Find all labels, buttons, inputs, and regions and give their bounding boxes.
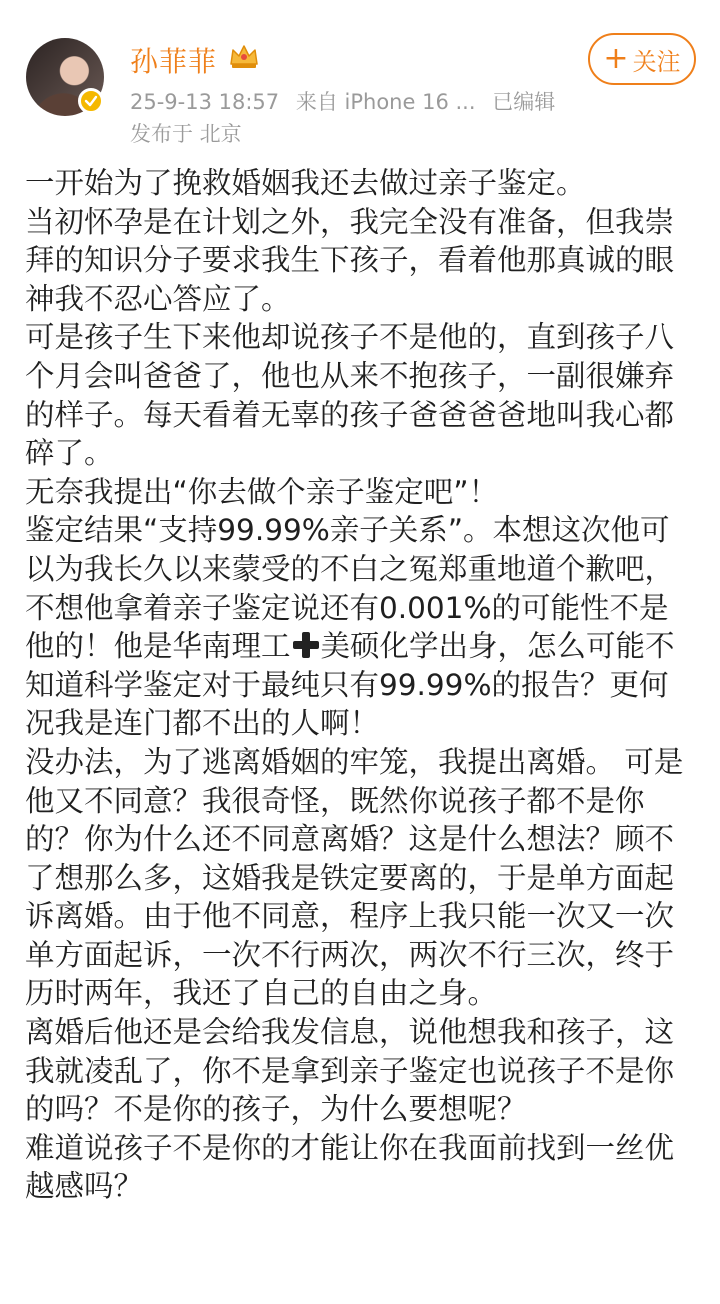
verified-badge-icon (78, 88, 104, 114)
paragraph-text: 鉴定结果“支持99.99%亲子关系”。本想这次他可以为我长久以来蒙受的不白之冤郑重地道个歉吧，不想他拿着亲子鉴定说还有0.001%的可能性不是他的！他是华南理工 (25, 513, 675, 664)
post-header (0, 0, 720, 160)
paragraph: 当初怀孕是在计划之外，我完全没有准备，但我崇拜的知识分子要求我生下孩子，看着他那真诚的眼神我不忍心答应了。 (25, 204, 675, 316)
location: 发布于 北京 (130, 122, 242, 146)
follow-button[interactable] (588, 33, 696, 85)
paragraph: 可是孩子生下来他却说孩子不是他的，直到孩子八个月会叫爸爸了，他也从来不抱孩子，一副很嫌弃的样子。每天看着无辜的孩子爸爸爸爸地叫我心都碎了。 (25, 320, 675, 471)
paragraph: 没办法，为了逃离婚姻的牢笼，我提出离婚。 可是他又不同意？我很奇怪，既然你说孩子都不是你的？你为什么还不同意离婚？这是什么想法？顾不了想那么多，这婚我是铁定要离的，于是单方面起诉离婚。由于他不同意，程序上我只能一次又一次单方面起诉，一次不行两次，两次不行三次，终于历时两年，我还了自己的自由之身。 (25, 744, 684, 1011)
source[interactable]: 来自 iPhone 16 ... (295, 90, 476, 114)
edited-label[interactable]: 已编辑 (492, 90, 556, 114)
author-name[interactable]: 孙菲菲 (130, 45, 218, 78)
paragraph (25, 511, 695, 743)
paragraph: 离婚后他还是会给我发信息，说他想我和孩子，这我就凌乱了，你不是拿到亲子鉴定也说孩子不是你的吗？不是你的孩子，为什么要想呢？ (25, 1015, 675, 1127)
timestamp: 25-9-13 18:57 (130, 90, 280, 114)
paragraph: 一开始为了挽救婚姻我还去做过亲子鉴定。 (25, 166, 586, 200)
paragraph: 难道说孩子不是你的才能让你在我面前找到一丝优越感吗？ (25, 1130, 675, 1204)
crown-icon (228, 42, 260, 70)
paragraph: 无奈我提出“你去做个亲子鉴定吧”！ (25, 474, 499, 509)
post-meta (130, 86, 565, 116)
paragraph-text: 美硕化学出身，怎么可能不知道科学鉴定对于最纯只有99.99%的报告？更何况我是连门都不出的人啊！ (25, 629, 675, 741)
follow-label: 关注 (632, 47, 681, 76)
heavy-plus-icon (291, 630, 321, 660)
plus-icon: + (603, 41, 629, 76)
post-body (25, 164, 695, 1206)
